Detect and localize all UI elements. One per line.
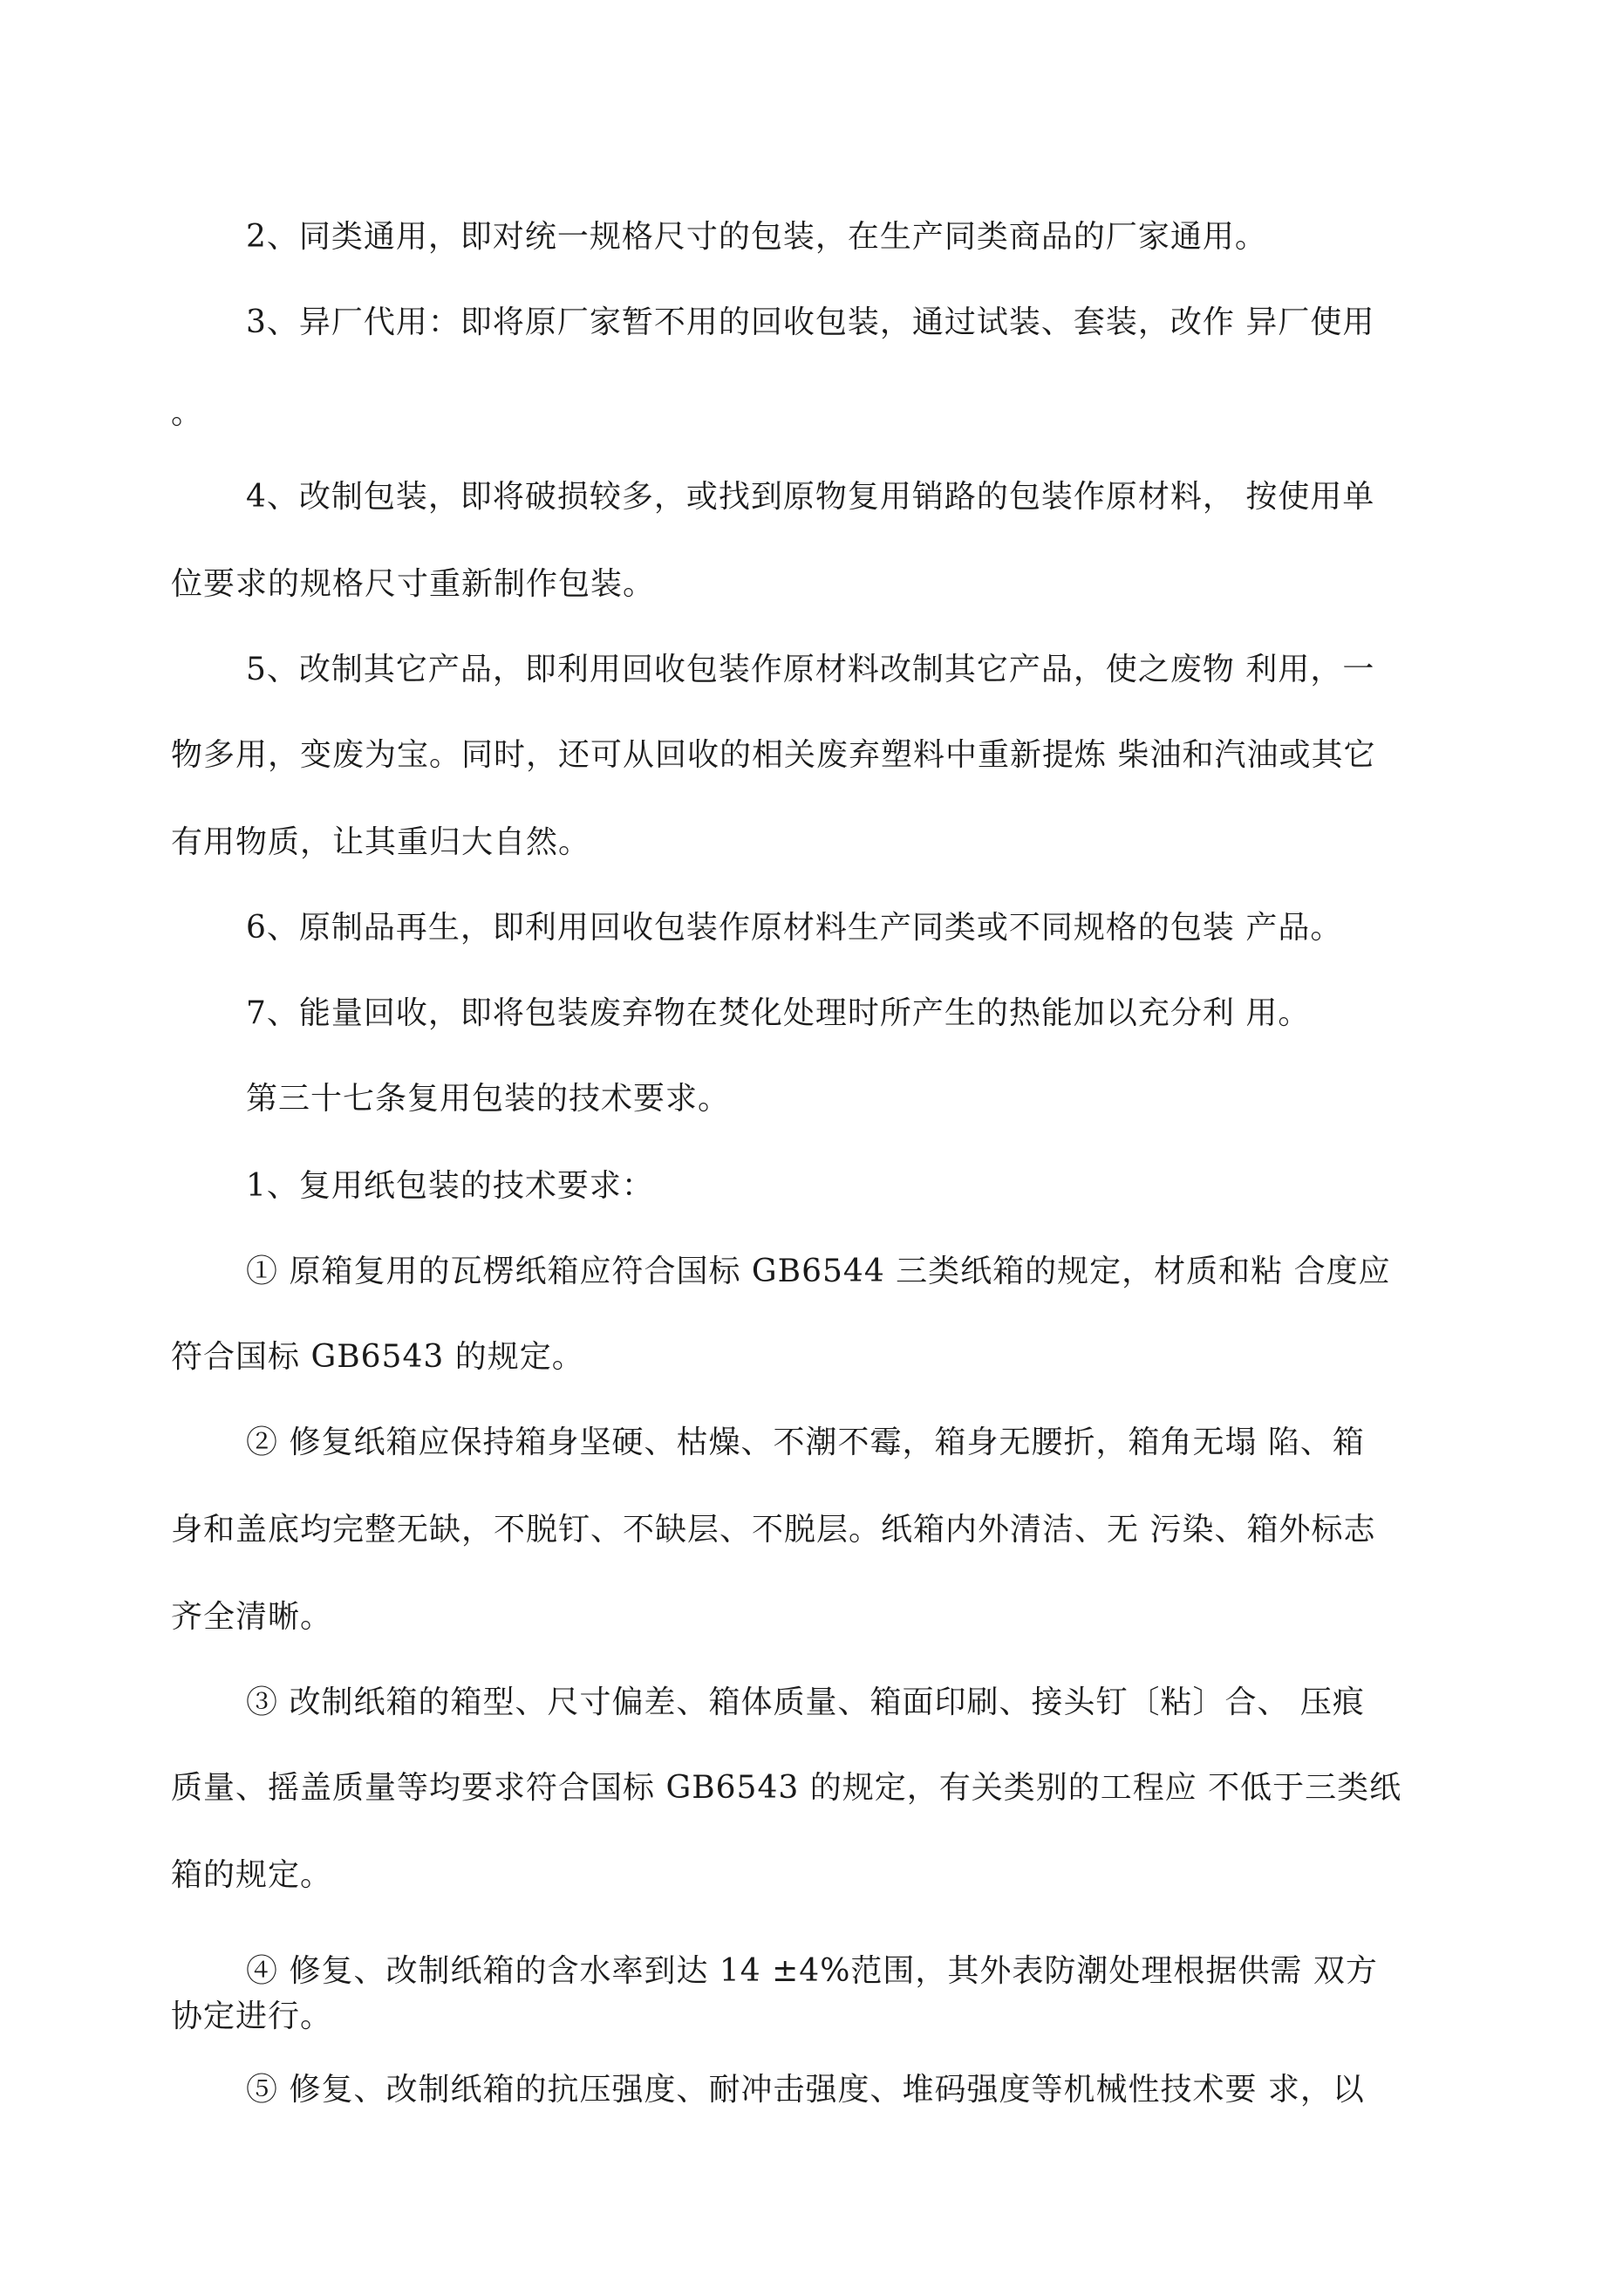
- item-4-line-1: ④ 修复、改制纸箱的含水率到达 14 ±4%范围，其外表防潮处理根据供需 双方: [246, 1953, 1378, 1989]
- item-4-line-2: 协定进行。: [171, 1999, 333, 2034]
- paragraph-6-line-1: 6、原制品再生，即利用回收包装作原材料生产同类或不同规格的包装 产品。: [246, 910, 1343, 946]
- paragraph-5-line-3: 有用物质，让其重归大自然。: [171, 824, 591, 860]
- paragraph-7-line-1: 7、能量回收，即将包装废弃物在焚化处理时所产生的热能加以充分利 用。: [246, 995, 1311, 1031]
- item-3-line-2: 质量、摇盖质量等均要求符合国标 GB6543 的规定，有关类别的工程应 不低于三类纸: [171, 1770, 1402, 1806]
- paragraph-3-line-2: 。: [171, 395, 204, 431]
- paragraph-4-line-1: 4、改制包装，即将破损较多，或找到原物复用销路的包装作原材料， 按使用单: [246, 479, 1375, 515]
- paragraph-4-line-2: 位要求的规格尺寸重新制作包装。: [171, 566, 656, 602]
- paragraph-5-line-2: 物多用，变废为宝。同时，还可从回收的相关废弃塑料中重新提炼 柴油和汽油或其它: [171, 737, 1376, 773]
- item-2-line-2: 身和盖底均完整无缺，不脱钉、不缺层、不脱层。纸箱内外清洁、无 污染、箱外标志: [171, 1512, 1376, 1548]
- item-2-line-1: ② 修复纸箱应保持箱身坚硬、枯燥、不潮不霉，箱身无腰折，箱角无塌 陷、箱: [246, 1425, 1365, 1460]
- article-37-heading: 第三十七条复用包装的技术要求。: [246, 1081, 731, 1117]
- item-2-line-3: 齐全清晰。: [171, 1599, 333, 1635]
- paragraph-5-line-1: 5、改制其它产品，即利用回收包装作原材料改制其它产品，使之废物 利用，一: [246, 652, 1375, 687]
- item-3-line-1: ③ 改制纸箱的箱型、尺寸偏差、箱体质量、箱面印刷、接头钉〔粘〕合、 压痕: [246, 1684, 1365, 1720]
- paragraph-2-line-1: 2、同类通用，即对统一规格尺寸的包装，在生产同类商品的厂家通用。: [246, 219, 1267, 255]
- item-1-line-2: 符合国标 GB6543 的规定。: [171, 1339, 584, 1375]
- item-1-line-1: ① 原箱复用的瓦楞纸箱应符合国标 GB6544 三类纸箱的规定，材质和粘 合度应: [246, 1254, 1391, 1289]
- paragraph-3-line-1: 3、异厂代用：即将原厂家暂不用的回收包装，通过试装、套装，改作 异厂使用: [246, 304, 1375, 340]
- subsection-1-heading: 1、复用纸包装的技术要求：: [246, 1168, 654, 1204]
- item-3-line-3: 箱的规定。: [171, 1857, 333, 1893]
- item-5-line-1: ⑤ 修复、改制纸箱的抗压强度、耐冲击强度、堆码强度等机械性技术要 求，以: [246, 2072, 1365, 2108]
